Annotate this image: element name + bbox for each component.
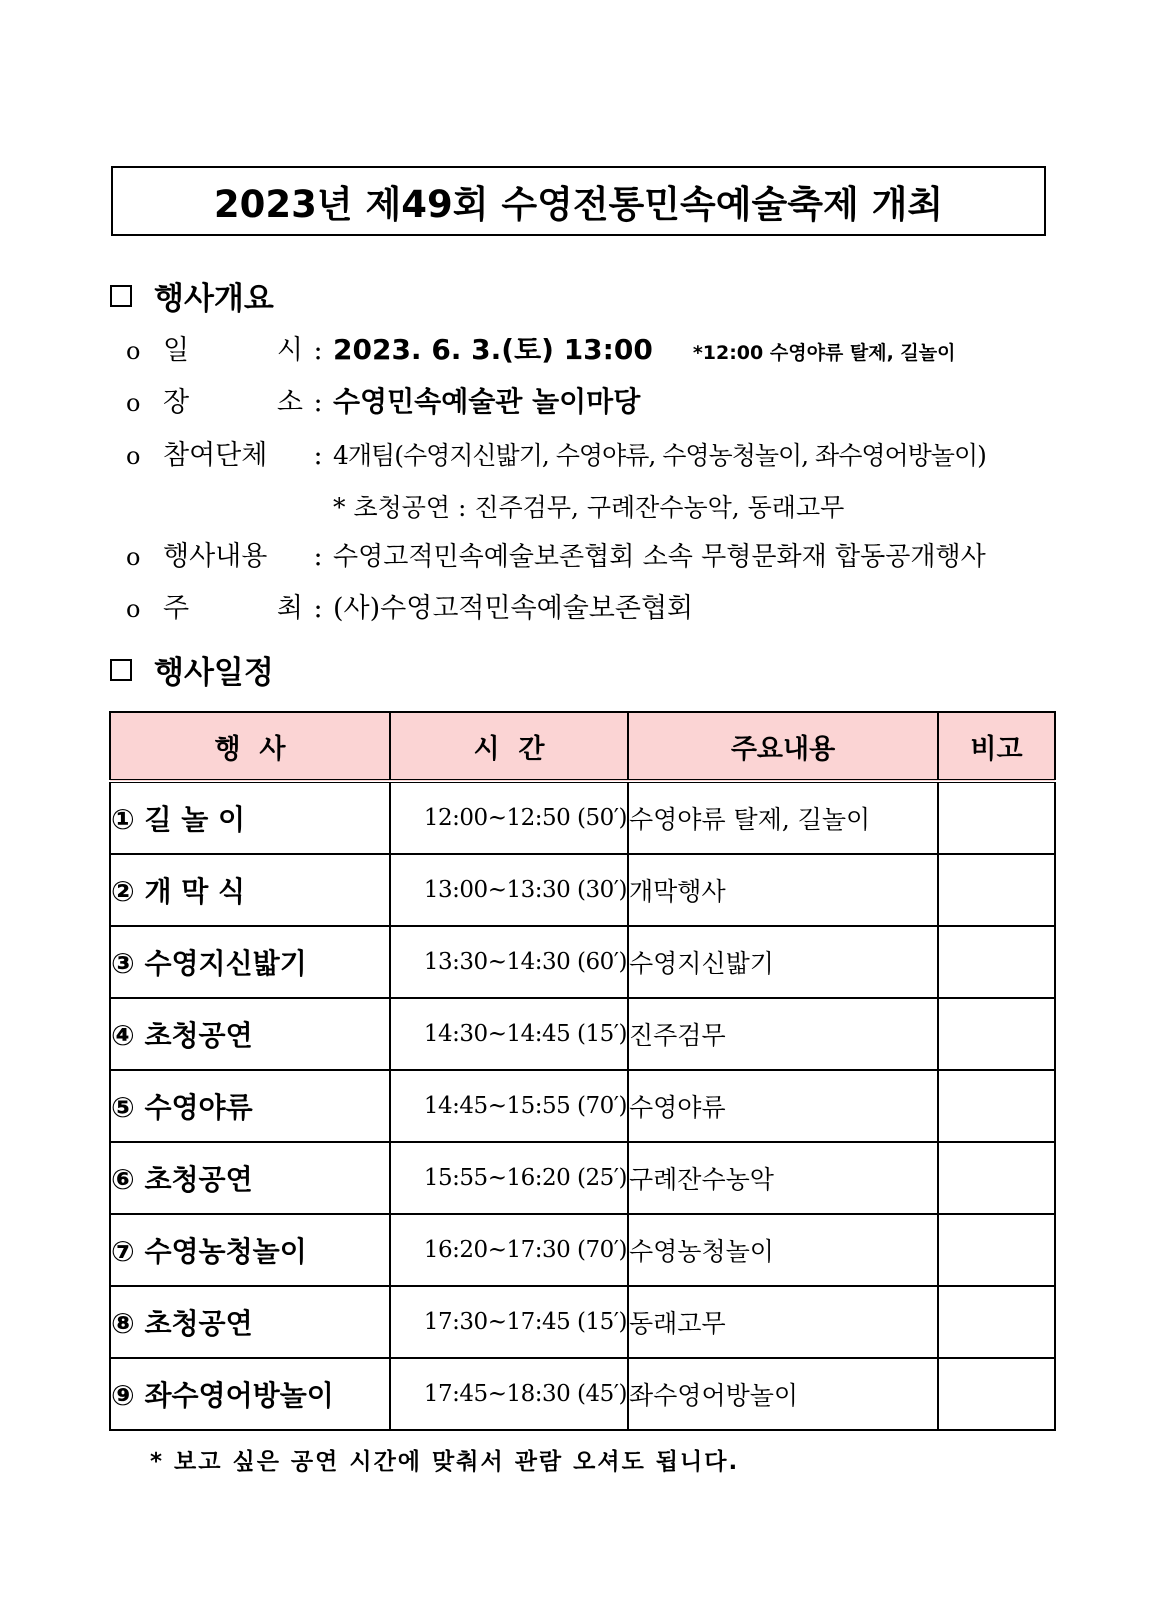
table-row (110, 1142, 1055, 1214)
event-cell: ⑨ 좌수영어방놀이 (110, 1358, 390, 1430)
section-overview-heading (110, 273, 274, 318)
content-cell: 수영야류 탈제, 길놀이 (628, 781, 938, 854)
event-cell: ⑥ 초청공연 (110, 1142, 390, 1214)
colon: : (313, 335, 323, 366)
bullet-icon: o (126, 442, 141, 470)
content-cell: 좌수영어방놀이 (628, 1358, 938, 1430)
time-cell: 13:00~13:30 (30′) (390, 854, 628, 926)
overview-value: (사)수영고적민속예술보존협회 (333, 593, 694, 624)
checkbox-square-icon (110, 659, 132, 681)
event-cell: ② 개 막 식 (110, 854, 390, 926)
remark-cell (938, 926, 1055, 998)
time-cell: 14:45~15:55 (70′) (390, 1070, 628, 1142)
column-header-event: 행 사 (110, 712, 390, 781)
remark-cell (938, 1142, 1055, 1214)
overview-item-host (126, 586, 1110, 625)
remark-cell (938, 854, 1055, 926)
remark-cell (938, 1286, 1055, 1358)
overview-value: 4개팀(수영지신밟기, 수영야류, 수영농청놀이, 좌수영어방놀이) (333, 441, 986, 470)
table-row (110, 1286, 1055, 1358)
time-cell: 15:55~16:20 (25′) (390, 1142, 628, 1214)
table-row (110, 1358, 1055, 1430)
event-cell: ④ 초청공연 (110, 998, 390, 1070)
remark-cell (938, 1214, 1055, 1286)
overview-label: 일 시 (163, 335, 303, 366)
invited-performance-note: * 초청공연 : 진주검무, 구례잔수농악, 동래고무 (333, 493, 845, 522)
content-cell: 동래고무 (628, 1286, 938, 1358)
colon: : (313, 440, 323, 471)
remark-cell (938, 998, 1055, 1070)
overview-value: 수영고적민속예술보존협회 소속 무형문화재 합동공개행사 (333, 542, 986, 572)
bullet-icon: o (126, 389, 141, 417)
overview-label: 장 소 (163, 387, 303, 418)
remark-cell (938, 1358, 1055, 1430)
overview-label: 참여단체 (163, 440, 268, 471)
schedule-table (109, 711, 1056, 1431)
overview-value: 수영민속예술관 놀이마당 (333, 385, 641, 418)
time-cell: 16:20~17:30 (70′) (390, 1214, 628, 1286)
document-title: 2023년 제49회 수영전통민속예술축제 개최 (111, 166, 1046, 236)
colon: : (313, 387, 323, 418)
checkbox-square-icon (110, 285, 132, 307)
time-cell: 14:30~14:45 (15′) (390, 998, 628, 1070)
time-cell: 13:30~14:30 (60′) (390, 926, 628, 998)
column-header-content: 주요내용 (628, 712, 938, 781)
table-row (110, 926, 1055, 998)
event-cell: ⑤ 수영야류 (110, 1070, 390, 1142)
schedule-heading-text: 행사일정 (154, 655, 274, 691)
content-cell: 진주검무 (628, 998, 938, 1070)
content-cell: 수영농청놀이 (628, 1214, 938, 1286)
bullet-icon: o (126, 595, 141, 623)
overview-note: *12:00 수영야류 탈제, 길놀이 (692, 342, 956, 364)
overview-label: 행사내용 (163, 541, 268, 572)
overview-item-place (126, 380, 1110, 420)
content-cell: 수영야류 (628, 1070, 938, 1142)
content-cell: 수영지신밟기 (628, 926, 938, 998)
overview-item-date (126, 328, 1110, 368)
overview-heading-text: 행사개요 (154, 281, 274, 317)
table-row (110, 781, 1055, 854)
column-header-time: 시 간 (390, 712, 628, 781)
footer-note: * 보고 싶은 공연 시간에 맞춰서 관람 오셔도 됩니다. (150, 1449, 740, 1475)
table-header-row (110, 712, 1055, 781)
table-row (110, 1070, 1055, 1142)
colon: : (313, 593, 323, 624)
remark-cell (938, 781, 1055, 854)
event-cell: ③ 수영지신밟기 (110, 926, 390, 998)
column-header-remark: 비고 (938, 712, 1055, 781)
section-schedule-heading (110, 647, 274, 692)
overview-item-participants (126, 433, 1110, 472)
event-cell: ⑧ 초청공연 (110, 1286, 390, 1358)
overview-label: 주 최 (163, 593, 303, 624)
time-cell: 12:00~12:50 (50′) (390, 781, 628, 854)
overview-item-content (126, 534, 1110, 573)
time-cell: 17:30~17:45 (15′) (390, 1286, 628, 1358)
colon: : (313, 541, 323, 572)
remark-cell (938, 1070, 1055, 1142)
table-row (110, 854, 1055, 926)
event-cell: ⑦ 수영농청놀이 (110, 1214, 390, 1286)
table-row (110, 998, 1055, 1070)
event-cell: ① 길 놀 이 (110, 781, 390, 854)
bullet-icon: o (126, 543, 141, 571)
content-cell: 구례잔수농악 (628, 1142, 938, 1214)
table-row (110, 1214, 1055, 1286)
overview-value: 2023. 6. 3.(토) 13:00 (333, 333, 653, 366)
time-cell: 17:45~18:30 (45′) (390, 1358, 628, 1430)
bullet-icon: o (126, 337, 141, 365)
content-cell: 개막행사 (628, 854, 938, 926)
